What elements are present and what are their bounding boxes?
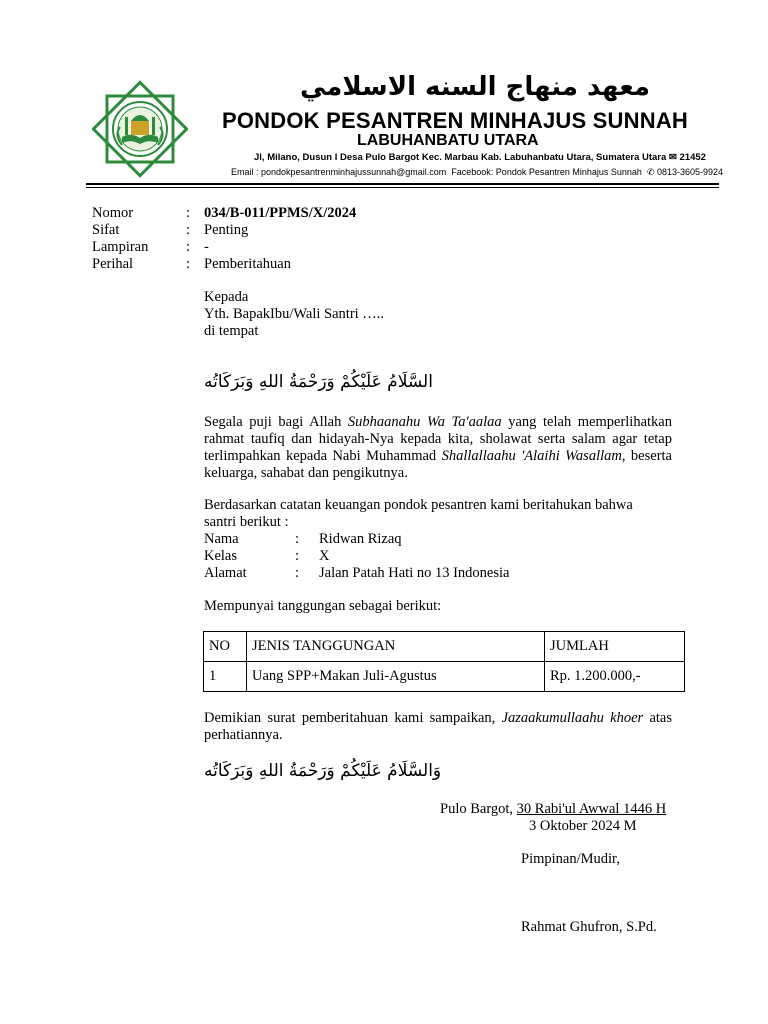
table-header-jenis: JENIS TANGGUNGAN bbox=[247, 632, 545, 662]
meta-colon: : bbox=[186, 256, 191, 272]
meta-value-perihal: Pemberitahuan bbox=[204, 256, 291, 272]
obligation-intro: Mempunyai tanggungan sebagai berikut: bbox=[204, 598, 442, 614]
letterhead-address bbox=[254, 152, 706, 163]
student-value-alamat: Jalan Patah Hati no 13 Indonesia bbox=[319, 565, 510, 581]
meta-value-sifat: Penting bbox=[204, 222, 249, 238]
obligation-table bbox=[203, 631, 685, 692]
student-value-nama: Ridwan Rizaq bbox=[319, 531, 402, 547]
notice-paragraph: Berdasarkan catatan keuangan pondok pesantren kami beritahukan bahwa santri berikut : bbox=[204, 497, 633, 530]
letterhead-title: PONDOK PESANTREN MINHAJUS SUNNAH bbox=[222, 108, 688, 133]
meta-label-lampiran: Lampiran bbox=[92, 239, 149, 255]
para1-italic-d: Shallallaahu 'Alaihi Wasallam bbox=[441, 448, 622, 464]
salam-opening: السَّلَامُ عَلَيْكُمْ وَرَحْمَةُ اللهِ وَبَرَكَاتُه bbox=[204, 372, 433, 392]
postal-code: 21452 bbox=[679, 152, 706, 163]
table-header-jumlah: JUMLAH bbox=[545, 632, 685, 662]
opening-paragraph bbox=[204, 414, 672, 482]
addressee-line1: Kepada bbox=[204, 289, 249, 305]
email-text: Email : pondokpesantrenminhajussunnah@gmail.com bbox=[231, 167, 447, 177]
meta-colon: : bbox=[186, 239, 191, 255]
header-divider-thin bbox=[86, 187, 719, 188]
closing-text-c: atas perhatiannya. bbox=[204, 710, 672, 743]
meta-label-sifat: Sifat bbox=[92, 222, 120, 238]
para1-text-a: Segala puji bagi Allah bbox=[204, 414, 348, 430]
meta-colon: : bbox=[186, 205, 191, 221]
signature-name: Rahmat Ghufron, S.Pd. bbox=[521, 919, 657, 935]
table-cell-jenis: Uang SPP+Makan Juli-Agustus bbox=[247, 662, 545, 692]
signature-position: Pimpinan/Mudir, bbox=[521, 851, 620, 867]
meta-label-perihal: Perihal bbox=[92, 256, 134, 272]
table-header-no: NO bbox=[204, 632, 247, 662]
student-value-kelas: X bbox=[319, 548, 330, 564]
student-colon: : bbox=[295, 548, 300, 564]
student-colon: : bbox=[295, 565, 300, 581]
table-row bbox=[204, 662, 685, 692]
phone-icon: ✆ bbox=[646, 167, 655, 177]
meta-colon: : bbox=[186, 222, 191, 238]
student-label-nama: Nama bbox=[204, 531, 239, 547]
letterhead-arabic-name: معهد منهاج السنه الاسلامي bbox=[300, 72, 650, 102]
meta-label-nomor: Nomor bbox=[92, 205, 134, 221]
student-colon: : bbox=[295, 531, 300, 547]
signature-place-date bbox=[440, 801, 666, 818]
mail-icon: ✉ bbox=[668, 152, 677, 163]
letterhead-subtitle: LABUHANBATU UTARA bbox=[357, 132, 539, 149]
facebook-text: Facebook: Pondok Pesantren Minhajus Sunnah bbox=[451, 167, 642, 177]
table-cell-jumlah: Rp. 1.200.000,- bbox=[545, 662, 685, 692]
para1-text-c: yang telah memperlihatkan rahmat taufiq dan hidayah-Nya kepada kita, sholawat serta salam agar tetap terlimpahkan kepada Nabi Muhammad bbox=[204, 414, 672, 464]
meta-value-lampiran: - bbox=[204, 239, 209, 255]
closing-paragraph bbox=[204, 710, 672, 744]
closing-text-a: Demikian surat pemberitahuan kami sampaikan, bbox=[204, 710, 502, 726]
student-label-kelas: Kelas bbox=[204, 548, 238, 564]
para1-italic-b: Subhaanahu Wa Ta'aalaa bbox=[347, 414, 502, 430]
address-text: Jl, Milano, Dusun I Desa Pulo Bargot Kec. Marbau Kab. Labuhanbatu Utara, Sumatera Utara bbox=[254, 152, 667, 163]
closing-italic-b: Jazaakumullaahu khoer bbox=[501, 710, 644, 726]
student-label-alamat: Alamat bbox=[204, 565, 247, 581]
addressee-line3: di tempat bbox=[204, 323, 259, 339]
school-logo bbox=[92, 74, 188, 184]
header-divider bbox=[86, 183, 719, 185]
phone-text: 0813-3605-9924 bbox=[657, 167, 724, 177]
meta-value-nomor: 034/B-011/PPMS/X/2024 bbox=[204, 205, 357, 221]
para1-text-e: , beserta keluarga, sahabat dan pengikutnya. bbox=[204, 448, 672, 481]
table-cell-no: 1 bbox=[204, 662, 247, 692]
signature-place: Pulo Bargot, bbox=[440, 801, 517, 817]
letterhead-contact bbox=[231, 167, 723, 178]
signature-hijri-date: 30 Rabi'ul Awwal 1446 H bbox=[516, 801, 667, 817]
salam-closing: وَالسَّلَامُ عَلَيْكُمْ وَرَحْمَةُ اللهِ وَبَرَكَاتُه bbox=[204, 761, 442, 781]
signature-gregorian-date: 3 Oktober 2024 M bbox=[529, 818, 637, 834]
table-header-row bbox=[204, 632, 685, 662]
addressee-line2: Yth. BapakIbu/Wali Santri ….. bbox=[204, 306, 385, 322]
